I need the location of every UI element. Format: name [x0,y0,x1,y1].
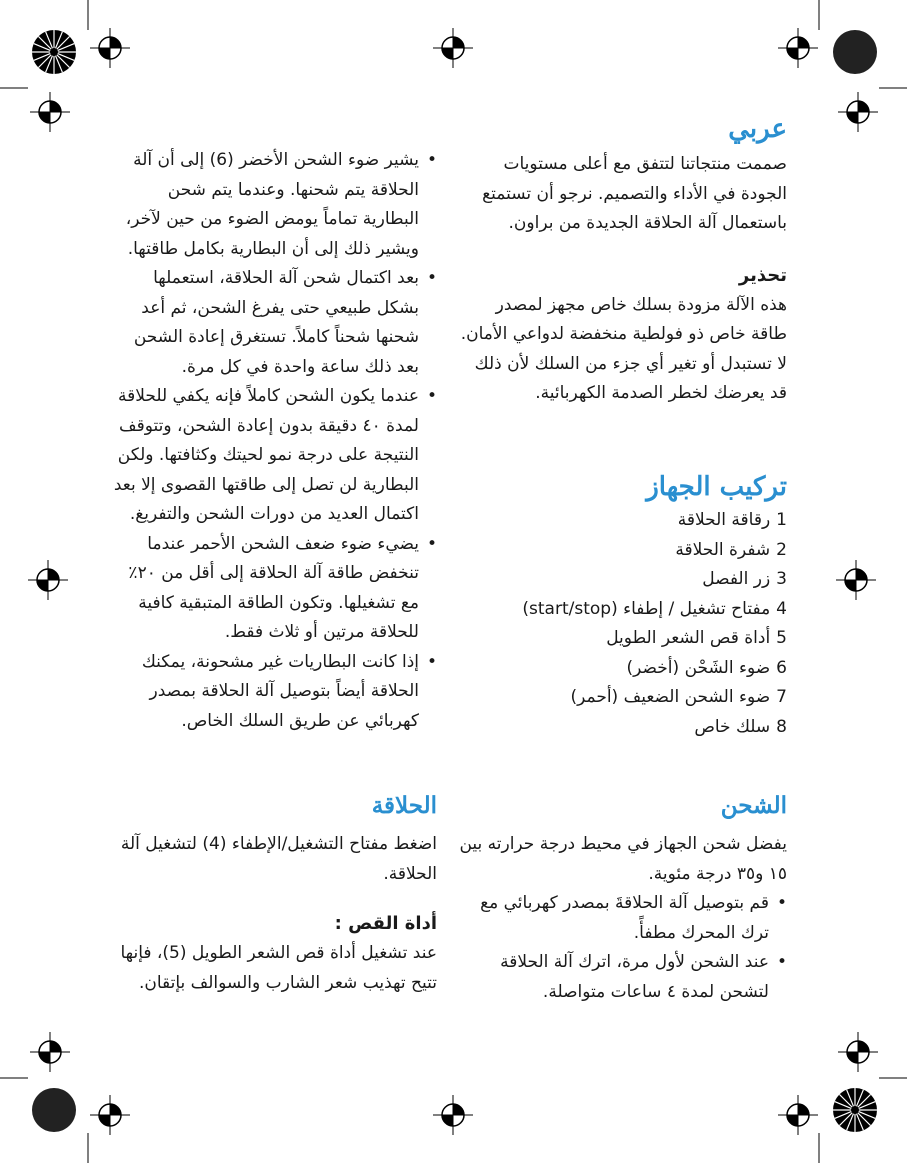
charging-title: الشحن [720,792,787,819]
assembly-title: تركيب الجهاز [646,472,787,502]
list-item: 4مفتاح تشغيل / إطفاء (start/stop) [522,598,787,619]
intro-paragraph: صممت منتجاتنا لتتفق مع أعلى مستويات الجودة في الأداء والتصميم. نرجو أن تستمتع باستعمال آلة الحلاقة الجديدة من براون. [482,154,787,233]
assembly-section [457,470,787,742]
trimmer-paragraph: عند تشغيل أداة قص الشعر الطويل (5)، فإنها تتيح تهذيب شعر الشارب والسوالف بإتقان. [120,943,437,993]
list-item: • بعد اكتمال شحن آلة الحلاقة، استعملها بشكل طبيعي حتى يفرغ الشحن، ثم أعد شحنها شحناً كاملاً. تستغرق إعادة الشحن بعد ذلك ساعة واحدة في كل مرة. [107,264,437,382]
trimmer-title: أداة القص : [334,913,437,934]
list-item: 5أداة قص الشعر الطويل [606,628,787,648]
charging-intro: يفضل شحن الجهاز في محيط درجة حرارته بين ١٥ و٣٥ درجة مئوية. [459,834,787,884]
list-item: • إذا كانت البطاريات غير مشحونة، يمكنك الحلاقة أيضاً بتوصيل آلة الحلاقة بمصدر كهربائي عن طريق السلك الخاص. [107,648,437,737]
shaving-section [107,790,437,998]
left-column [107,146,437,736]
list-item: 2شفرة الحلاقة [675,539,787,560]
list-item: 6ضوء الشَحْن (أخضر) [626,657,787,678]
list-item: 1رقاقة الحلاقة [677,510,787,530]
list-item: • يضيء ضوء ضعف الشحن الأحمر عندما تنخفض طاقة آلة الحلاقة إلى أقل من ٢٠٪ مع تشغيلها. وتكون الطاقة المتبقية كافية للحلاقة مرتين أو ثلاث فقط. [107,530,437,648]
charging-section [457,790,787,1007]
battery-bullets [107,146,437,736]
parts-list [457,506,787,742]
list-item: • عند الشحن لأول مرة، اترك آلة الحلاقة لتشحن لمدة ٤ ساعات متواصلة. [457,948,787,1007]
list-item: • عندما يكون الشحن كاملاً فإنه يكفي للحلاقة لمدة ٤٠ دقيقة بدون إعادة الشحن، وتتوقف النتيجة على درجة نمو لحيتك وكثافتها. ولكن البطارية لن تصل إلى طاقتها القصوى إلا بعد اكتمال العديد من دورات الشحن والتفريغ. [107,382,437,530]
right-column [457,112,787,409]
warning-paragraph: هذه الآلة مزودة بسلك خاص مجهز لمصدر طاقة خاص ذو فولطية منخفضة لدواعي الأمان. لا تستبدل أو تغير أي جزء من السلك لأن ذلك قد يعرضك لخطر الصدمة الكهربائية. [460,294,787,403]
shaving-paragraph: اضغط مفتاح التشغيل/الإطفاء (4) لتشغيل آلة الحلاقة. [120,834,437,884]
list-item: 3زر الفصل [702,569,787,589]
list-item: • قم بتوصيل آلة الحلاقةَ بمصدر كهربائي مع ترك المحرك مطفأً. [457,889,787,948]
warning-title: تحذير [738,264,787,286]
language-heading: عربي [728,114,787,144]
list-item: 8سلك خاص [694,716,787,737]
charging-bullets [457,889,787,1007]
list-item: • يشير ضوء الشحن الأخضر (6) إلى أن آلة الحلاقة يتم شحنها. وعندما يتم شحن البطارية تماماً يومض الضوء من حين لآخر، ويشير ذلك إلى أن البطارية بكامل طاقتها. [107,146,437,264]
list-item: 7ضوء الشحن الضعيف (أحمر) [570,687,787,707]
shaving-title: الحلاقة [371,792,437,819]
